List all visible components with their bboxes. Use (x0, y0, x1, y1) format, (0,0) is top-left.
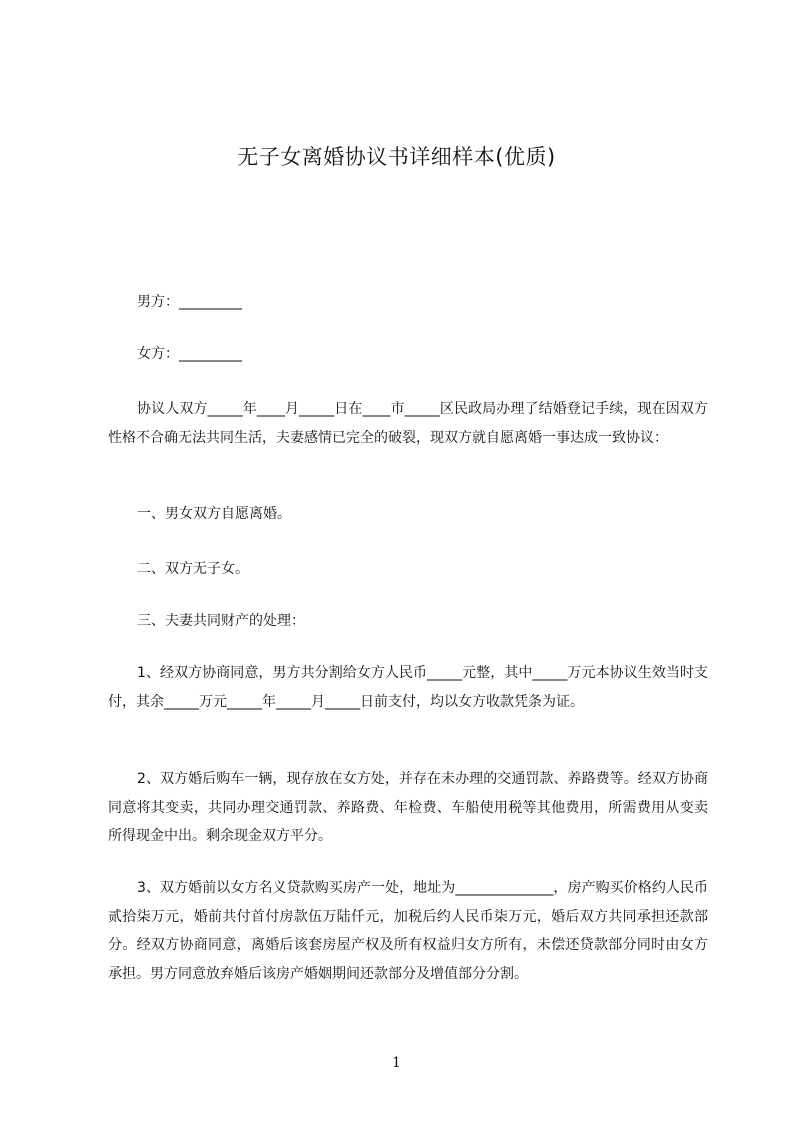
female-party-line: 女方：_________ (137, 346, 242, 362)
male-party-line: 男方：_________ (137, 294, 242, 310)
clause-2: 二、双方无子女。 (137, 561, 249, 577)
document-title: 无子女离婚协议书详细样本(优质) (237, 145, 556, 169)
clause-3: 三、夫妻共同财产的处理： (137, 613, 305, 629)
clause-1: 一、男女双方自愿离婚。 (137, 506, 291, 522)
intro-paragraph: 协议人双方_____年____月_____日在____市_____区民政局办理了结婚登记手续，现在因双方性格不合确无法共同生活，夫妻感情已完全的破裂，现双方就自愿离婚一事达成一致协议： (108, 401, 708, 446)
clause-3-item-1: 1、经双方协商同意，男方共分割给女方人民币_____元整，其中_____万元本协议生效当时支付，其余_____万元_____年_____月_____日前支付，均以女方收款凭条为证。 (108, 665, 708, 710)
clause-3-item-3: 3、双方婚前以女方名义贷款购买房产一处，地址为______________，房产购买价格约人民币贰拾柒万元，婚前共付首付房款伍万陆仟元，加税后约人民币柒万元，婚后双方共同承担还款部分。经双方协商同意，离婚后该套房屋产权及所有权益归女方所有，未偿还贷款部分同时由女方承担。男方同意放弃婚后该房产婚姻期间还款部分及增值部分分割。 (108, 880, 708, 982)
page-number: 1 (392, 1055, 401, 1071)
clause-3-item-2: 2、双方婚后购车一辆，现存放在女方处，并存在未办理的交通罚款、养路费等。经双方协商同意将其变卖，共同办理交通罚款、养路费、年检费、车船使用税等其他费用，所需费用从变卖所得现金中出。剩余现金双方平分。 (108, 771, 708, 844)
